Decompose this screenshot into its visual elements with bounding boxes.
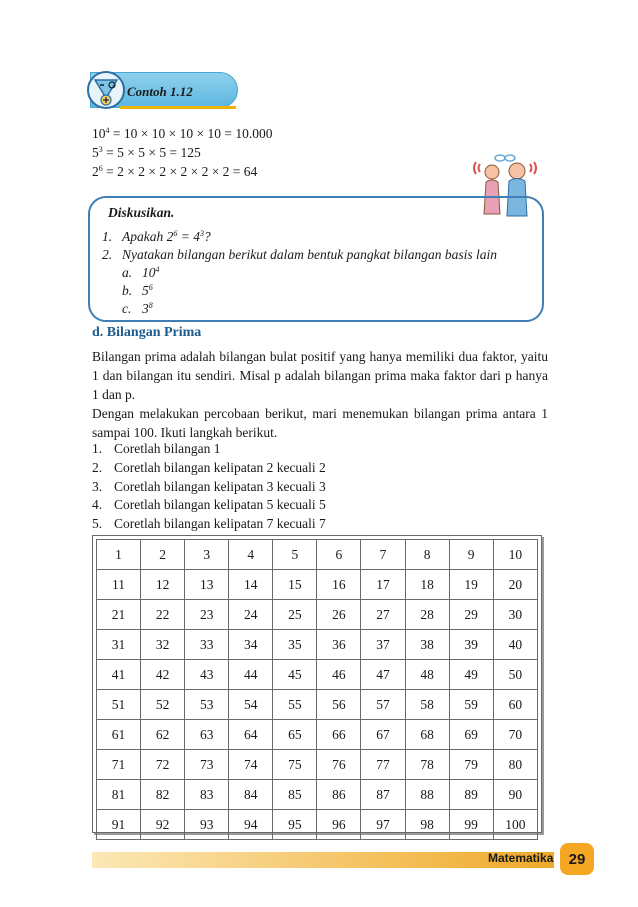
grid-cell: 100 <box>493 810 537 840</box>
grid-cell: 63 <box>185 720 229 750</box>
discussion-sub-item: a. $10^4$ <box>122 265 160 280</box>
grid-cell: 29 <box>449 600 493 630</box>
grid-cell: 35 <box>273 630 317 660</box>
grid-cell: 70 <box>493 720 537 750</box>
grid-cell: 81 <box>97 780 141 810</box>
grid-cell: 15 <box>273 570 317 600</box>
grid-cell: 3 <box>185 540 229 570</box>
grid-cell: 77 <box>361 750 405 780</box>
grid-cell: 21 <box>97 600 141 630</box>
grid-cell: 99 <box>449 810 493 840</box>
grid-cell: 20 <box>493 570 537 600</box>
banner-underline <box>120 106 236 109</box>
grid-row <box>97 660 538 690</box>
grid-cell: 43 <box>185 660 229 690</box>
grid-cell: 1 <box>97 540 141 570</box>
grid-cell: 86 <box>317 780 361 810</box>
grid-row <box>97 810 538 840</box>
grid-cell: 54 <box>229 690 273 720</box>
grid-cell: 47 <box>361 660 405 690</box>
equation-line: $5^3 = 5 \times 5 \times 5 = 125$ <box>92 145 201 160</box>
grid-cell: 36 <box>317 630 361 660</box>
grid-cell: 25 <box>273 600 317 630</box>
grid-cell: 39 <box>449 630 493 660</box>
footer-bar <box>92 852 554 868</box>
grid-cell: 48 <box>405 660 449 690</box>
grid-cell: 8 <box>405 540 449 570</box>
grid-cell: 74 <box>229 750 273 780</box>
grid-cell: 84 <box>229 780 273 810</box>
step-item: 4. Coretlah bilangan kelipatan 5 kecuali 5 <box>92 497 326 512</box>
grid-row <box>97 570 538 600</box>
grid-cell: 9 <box>449 540 493 570</box>
grid-cell: 60 <box>493 690 537 720</box>
grid-cell: 27 <box>361 600 405 630</box>
grid-cell: 96 <box>317 810 361 840</box>
grid-cell: 87 <box>361 780 405 810</box>
grid-cell: 16 <box>317 570 361 600</box>
number-grid <box>96 539 538 840</box>
grid-cell: 10 <box>493 540 537 570</box>
page-number: 29 <box>560 843 594 875</box>
grid-cell: 61 <box>97 720 141 750</box>
grid-cell: 14 <box>229 570 273 600</box>
grid-cell: 11 <box>97 570 141 600</box>
paragraph-instruction: Dengan melakukan percobaan berikut, mari menemukan bilangan prima antara 1 sampai 100. Ikuti langkah berikut. <box>92 406 548 440</box>
grid-cell: 24 <box>229 600 273 630</box>
grid-cell: 73 <box>185 750 229 780</box>
grid-cell: 49 <box>449 660 493 690</box>
grid-cell: 83 <box>185 780 229 810</box>
grid-cell: 90 <box>493 780 537 810</box>
discussion-title: Diskusikan. <box>108 205 175 220</box>
grid-cell: 31 <box>97 630 141 660</box>
grid-cell: 12 <box>141 570 185 600</box>
grid-cell: 33 <box>185 630 229 660</box>
grid-cell: 46 <box>317 660 361 690</box>
grid-row <box>97 630 538 660</box>
step-item: 2. Coretlah bilangan kelipatan 2 kecuali 2 <box>92 460 326 475</box>
grid-cell: 85 <box>273 780 317 810</box>
grid-cell: 67 <box>361 720 405 750</box>
grid-cell: 98 <box>405 810 449 840</box>
grid-cell: 66 <box>317 720 361 750</box>
grid-cell: 38 <box>405 630 449 660</box>
grid-cell: 26 <box>317 600 361 630</box>
grid-cell: 4 <box>229 540 273 570</box>
discussion-sub-item: c. $3^8$ <box>122 301 153 316</box>
grid-cell: 94 <box>229 810 273 840</box>
discussion-question-2: 2. Nyatakan bilangan berikut dalam bentuk pangkat bilangan basis lain <box>102 247 497 262</box>
grid-row <box>97 690 538 720</box>
grid-cell: 93 <box>185 810 229 840</box>
grid-cell: 76 <box>317 750 361 780</box>
grid-cell: 59 <box>449 690 493 720</box>
grid-cell: 17 <box>361 570 405 600</box>
grid-cell: 44 <box>229 660 273 690</box>
grid-cell: 32 <box>141 630 185 660</box>
grid-cell: 5 <box>273 540 317 570</box>
paragraph-definition: Bilangan prima adalah bilangan bulat positif yang hanya memiliki dua faktor, yaitu 1 dan bilangan itu sendiri. Misal p adalah bilangan prima maka faktor dari p hanya 1 dan p. <box>92 349 548 402</box>
grid-cell: 69 <box>449 720 493 750</box>
step-item: 5. Coretlah bilangan kelipatan 7 kecuali 7 <box>92 516 326 531</box>
math-operations-icon <box>86 70 126 110</box>
grid-cell: 82 <box>141 780 185 810</box>
grid-cell: 91 <box>97 810 141 840</box>
grid-cell: 23 <box>185 600 229 630</box>
grid-cell: 51 <box>97 690 141 720</box>
step-item: 3. Coretlah bilangan kelipatan 3 kecuali 3 <box>92 479 326 494</box>
grid-cell: 7 <box>361 540 405 570</box>
grid-cell: 37 <box>361 630 405 660</box>
footer-subject: Matematika <box>488 851 554 865</box>
grid-cell: 79 <box>449 750 493 780</box>
grid-cell: 50 <box>493 660 537 690</box>
discussion-sub-item: b. $5^6$ <box>122 283 153 298</box>
grid-cell: 22 <box>141 600 185 630</box>
grid-cell: 2 <box>141 540 185 570</box>
grid-cell: 64 <box>229 720 273 750</box>
equation-line: $10^4 = 10 \times 10 \times 10 \times 10 = 10.000$ <box>92 126 273 141</box>
grid-cell: 42 <box>141 660 185 690</box>
grid-row <box>97 600 538 630</box>
grid-cell: 65 <box>273 720 317 750</box>
number-table <box>92 535 542 833</box>
grid-cell: 56 <box>317 690 361 720</box>
grid-cell: 34 <box>229 630 273 660</box>
grid-cell: 57 <box>361 690 405 720</box>
grid-cell: 52 <box>141 690 185 720</box>
grid-row <box>97 780 538 810</box>
grid-row <box>97 540 538 570</box>
grid-cell: 75 <box>273 750 317 780</box>
grid-cell: 95 <box>273 810 317 840</box>
grid-cell: 45 <box>273 660 317 690</box>
step-item: 1. Coretlah bilangan 1 <box>92 441 221 456</box>
grid-cell: 62 <box>141 720 185 750</box>
example-label: Contoh 1.12 <box>127 84 193 99</box>
grid-cell: 68 <box>405 720 449 750</box>
grid-cell: 30 <box>493 600 537 630</box>
grid-row <box>97 720 538 750</box>
grid-cell: 88 <box>405 780 449 810</box>
section-heading: d. Bilangan Prima <box>92 325 202 340</box>
grid-cell: 41 <box>97 660 141 690</box>
equation-line: $2^6 = 2 \times 2 \times 2 \times 2 \times 2 \times 2 = 64$ <box>92 164 258 179</box>
grid-cell: 19 <box>449 570 493 600</box>
grid-cell: 53 <box>185 690 229 720</box>
grid-cell: 55 <box>273 690 317 720</box>
grid-cell: 97 <box>361 810 405 840</box>
grid-cell: 89 <box>449 780 493 810</box>
discussion-question-1: 1. Apakah $2^6 = 4^3$? <box>102 229 211 244</box>
grid-cell: 58 <box>405 690 449 720</box>
grid-cell: 71 <box>97 750 141 780</box>
grid-cell: 40 <box>493 630 537 660</box>
grid-cell: 78 <box>405 750 449 780</box>
grid-cell: 18 <box>405 570 449 600</box>
grid-cell: 92 <box>141 810 185 840</box>
grid-cell: 28 <box>405 600 449 630</box>
grid-cell: 72 <box>141 750 185 780</box>
grid-row <box>97 750 538 780</box>
grid-cell: 13 <box>185 570 229 600</box>
grid-cell: 80 <box>493 750 537 780</box>
grid-cell: 6 <box>317 540 361 570</box>
